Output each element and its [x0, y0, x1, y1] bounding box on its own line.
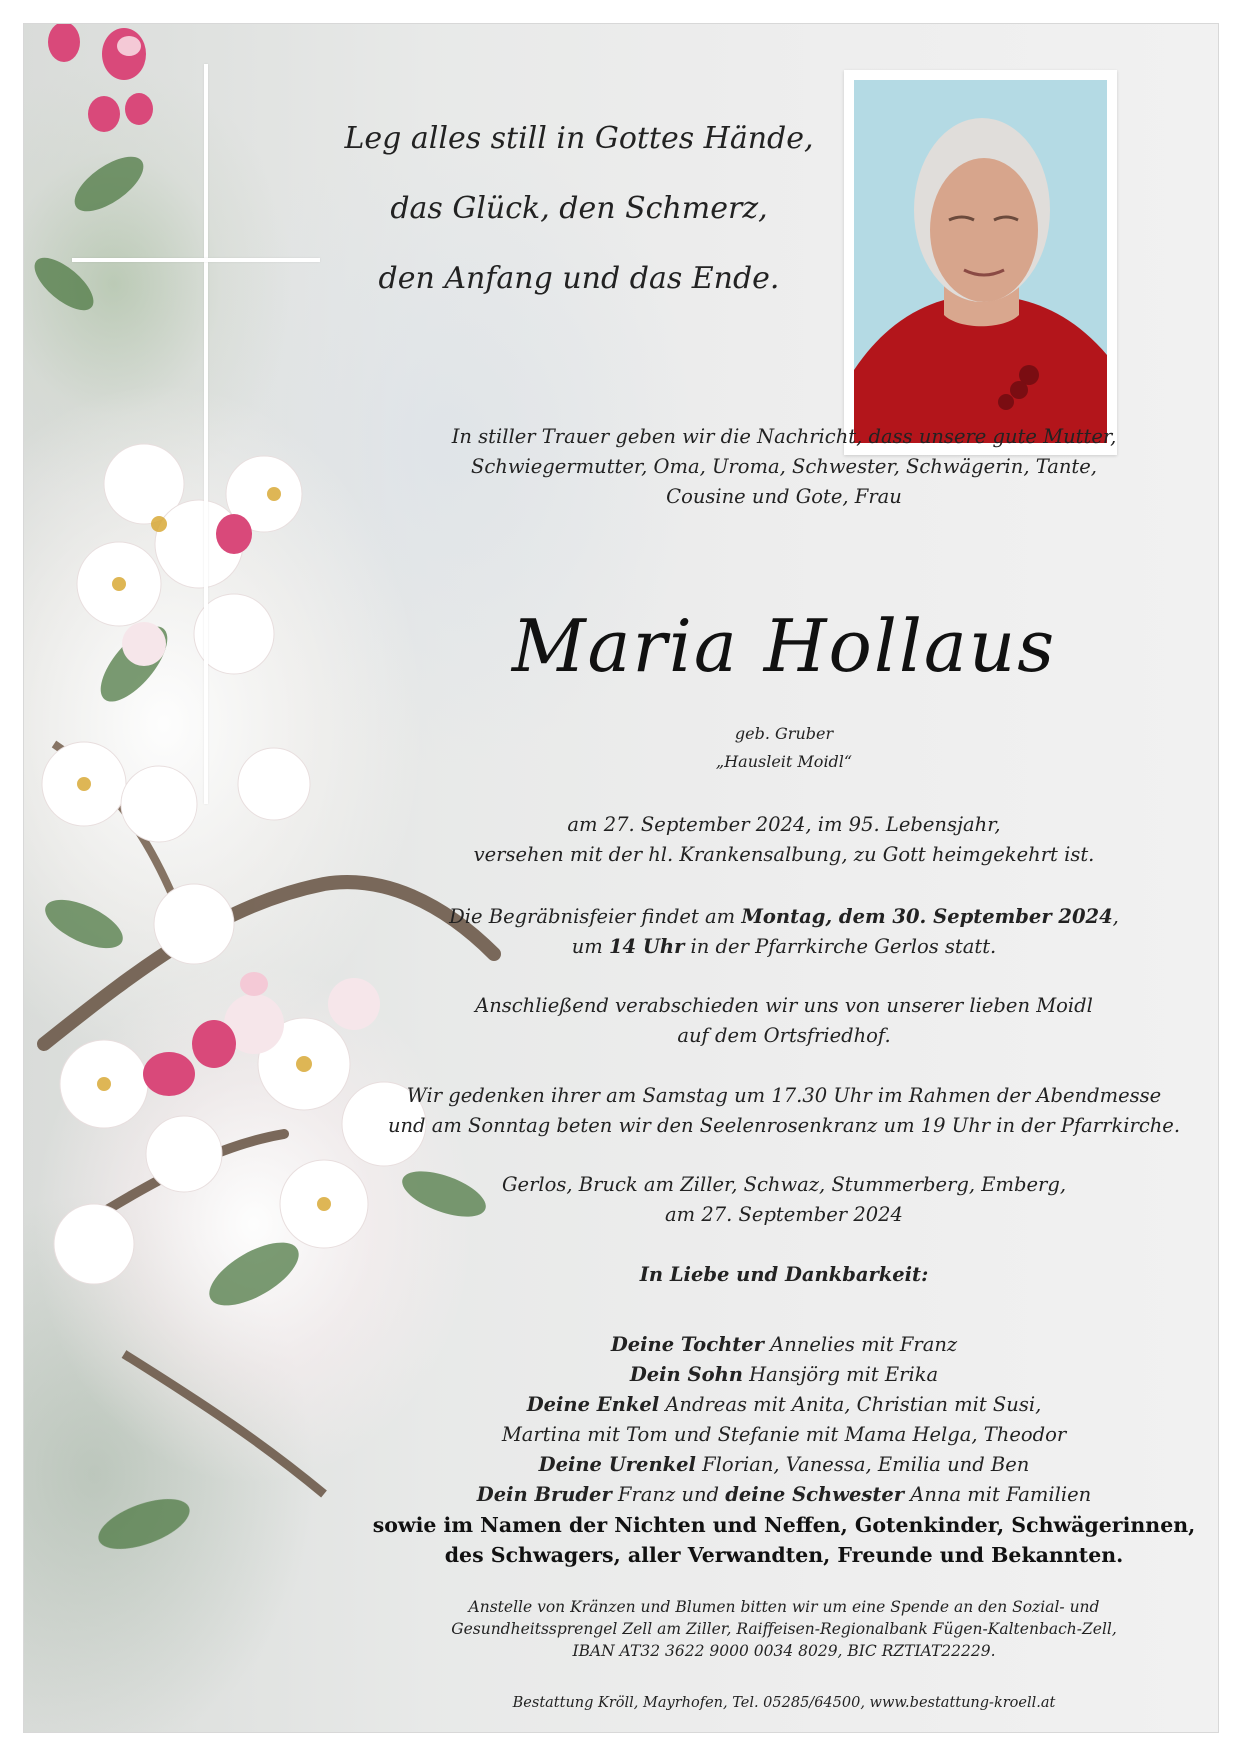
cross-icon-bar [72, 258, 320, 262]
maiden-name: geb. Gruber [734, 724, 834, 743]
donation-line: IBAN AT32 3622 9000 0034 8029, BIC RZTIAT22229. [572, 1642, 996, 1660]
burial-text [364, 991, 1204, 1051]
remembrance-text [364, 1081, 1204, 1141]
obituary-card [23, 23, 1219, 1733]
deceased-name: Maria Hollaus [511, 604, 1057, 688]
mourner-names: Florian, Vanessa, Emilia und Ben [695, 1453, 1030, 1476]
closing-text [364, 1510, 1204, 1570]
funeral-time: 14 Uhr [608, 935, 685, 958]
nickname: „Hausleit Moidl“ [715, 752, 853, 771]
funeral-line-2 [364, 932, 1204, 962]
poem-line: das Glück, den Schmerz, [390, 191, 768, 226]
funeral-home-footer: Bestattung Kröll, Mayrhofen, Tel. 05285/64500, www.bestattung-kroell.at [512, 1695, 1056, 1711]
intro-text [364, 422, 1204, 512]
burial-line: auf dem Ortsfriedhof. [677, 1024, 891, 1047]
mourner-relation: Deine Tochter [610, 1333, 764, 1356]
mourner-names: Anna mit Familien [904, 1483, 1092, 1506]
mourner-relation: Dein Sohn [629, 1363, 743, 1386]
mourner-names: Annelies mit Franz [763, 1333, 958, 1356]
mourner-names: Hansjörg mit Erika [742, 1363, 939, 1386]
funeral-text [364, 902, 1204, 962]
mourner-line [364, 1450, 1204, 1480]
gratitude-heading [364, 1260, 1204, 1290]
poem-line: Leg alles still in Gottes Hände, [344, 121, 814, 156]
mourner-relation: Deine Enkel [526, 1393, 660, 1416]
funeral-text-part: , [1112, 905, 1119, 928]
burial-line: Anschließend verabschieden wir uns von unserer lieben Moidl [475, 994, 1093, 1017]
death-line: am 27. September 2024, im 95. Lebensjahr, [567, 813, 1001, 836]
death-line: versehen mit der hl. Krankensalbung, zu Gott heimgekehrt ist. [473, 843, 1095, 866]
intro-line: Schwiegermutter, Oma, Uroma, Schwester, Schwägerin, Tante, [471, 455, 1097, 478]
funeral-text-part: um [571, 935, 609, 958]
mourner-names: Martina mit Tom und Stefanie mit Mama Helga, Theodor [501, 1423, 1067, 1446]
mourner-names: Franz und [611, 1483, 726, 1506]
funeral-date: Montag, dem 30. September 2024 [741, 905, 1113, 928]
mourner-names: Andreas mit Anita, Christian mit Susi, [659, 1393, 1042, 1416]
portrait-frame [844, 70, 1117, 455]
mourner-line [364, 1360, 1204, 1390]
name-details [364, 720, 1204, 776]
mourner-relation: deine Schwester [725, 1483, 905, 1506]
mourner-relation: Deine Urenkel [538, 1453, 696, 1476]
closing-line: sowie im Namen der Nichten und Neffen, Gotenkinder, Schwägerinnen, [372, 1513, 1196, 1537]
donation-line: Gesundheitssprengel Zell am Ziller, Raiffeisen-Regionalbank Fügen-Kaltenbach-Zell, [451, 1620, 1117, 1638]
date-line: am 27. September 2024 [665, 1203, 903, 1226]
donation-line: Anstelle von Kränzen und Blumen bitten wir um eine Spende an den Sozial- und [468, 1598, 1100, 1616]
mourner-relation: Dein Bruder [476, 1483, 612, 1506]
intro-line: Cousine und Gote, Frau [666, 485, 902, 508]
place-date [364, 1170, 1204, 1230]
intro-line: In stiller Trauer geben wir die Nachricht, dass unsere gute Mutter, [451, 425, 1117, 448]
siblings-line [364, 1480, 1204, 1510]
portrait-photo [854, 80, 1107, 443]
mourner-line [364, 1390, 1204, 1420]
cross-icon [204, 64, 208, 804]
donation-note [364, 1596, 1204, 1662]
closing-line: des Schwagers, aller Verwandten, Freunde und Bekannten. [444, 1543, 1124, 1567]
mourner-line [364, 1420, 1204, 1450]
poem-line: den Anfang und das Ende. [378, 261, 780, 296]
funeral-text-part: in der Pfarrkirche Gerlos statt. [684, 935, 997, 958]
poem [344, 104, 814, 314]
funeral-line-1 [364, 902, 1204, 932]
gratitude-text: In Liebe und Dankbarkeit: [639, 1263, 929, 1286]
funeral-text-part: Die Begräbnisfeier findet am [449, 905, 742, 928]
place-line: Gerlos, Bruck am Ziller, Schwaz, Stummerberg, Emberg, [501, 1173, 1067, 1196]
mourners-list [364, 1330, 1204, 1510]
death-text [364, 810, 1204, 870]
remembrance-line: Wir gedenken ihrer am Samstag um 17.30 Uhr im Rahmen der Abendmesse [406, 1084, 1162, 1107]
mourner-line [364, 1330, 1204, 1360]
remembrance-line: und am Sonntag beten wir den Seelenrosenkranz um 19 Uhr in der Pfarrkirche. [387, 1114, 1181, 1137]
